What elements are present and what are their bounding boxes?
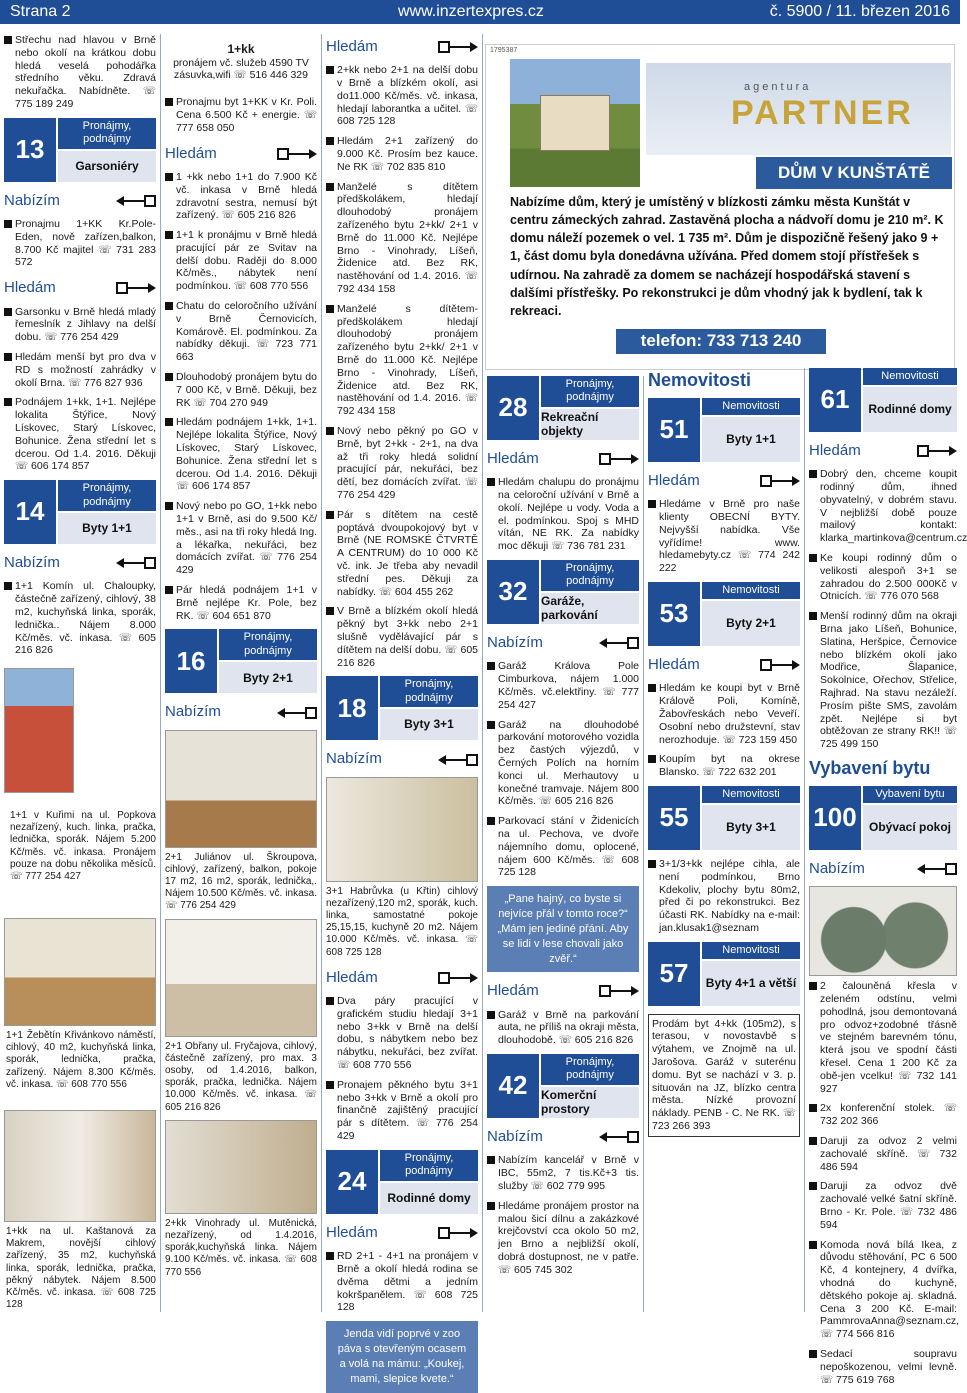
section-title: Byty 2+1: [219, 662, 317, 693]
heading-label: Hledám: [326, 1223, 378, 1241]
arrow-in-icon: [438, 1226, 478, 1240]
photo-ad-text-2: 1+1 Žebětín Křivánkovo náměstí, cihlový, 40 m2, kuchyňská linka, sporák, lednička, pračka, zařízený. Nájem 8.300 Kč/měs. vč. inkasa. ☏ 608 770 556: [6, 1030, 156, 1090]
section-title: Obývací pokoj: [863, 805, 957, 850]
arrow-in-icon: [599, 452, 639, 466]
heading-label: Nabízím: [165, 703, 221, 721]
arrow-out-icon: [599, 636, 639, 650]
section-61: [809, 368, 957, 432]
offer-heading: [4, 192, 156, 210]
bullet-icon: [648, 684, 656, 692]
section-number: 18: [326, 676, 378, 740]
section-18: [326, 676, 478, 740]
section-title: Byty 3+1: [702, 805, 800, 850]
bullet-icon: [809, 1241, 817, 1249]
section-category: Nemovitosti: [702, 786, 800, 803]
bullet-icon: [487, 721, 495, 729]
column-3: [326, 34, 478, 1385]
bullet-icon: [487, 817, 495, 825]
seek-heading: [326, 1224, 478, 1242]
ad-text: Garáž Králova Pole Cimburkova, nájem 1.000 Kč/měs. vč.elektřiny. ☏ 777 254 427: [498, 660, 639, 711]
heading-label: Nabízím: [4, 554, 60, 572]
bullet-icon: [809, 982, 817, 990]
ad: [487, 476, 639, 553]
photo-ad-text: 2+kk Vinohrady ul. Mutěnická, nezařízený, od 1.4.2016, sporák,kuchyňská linka. Nájem 9.100 Kč/měs. vč. inkasa. ☏ 608 770 556: [165, 1217, 317, 1278]
ad: [487, 1154, 639, 1192]
ad: [165, 371, 317, 409]
section-53: [648, 582, 800, 646]
section-number: 42: [487, 1054, 539, 1118]
ad: [809, 468, 967, 545]
column-divider: [321, 34, 322, 1312]
page-number: Strana 2: [10, 3, 71, 20]
bullet-icon: [326, 997, 334, 1005]
bullet-icon: [487, 1011, 495, 1019]
bullet-icon: [809, 554, 817, 562]
agency-name: PARTNER: [731, 94, 914, 132]
section-100: [809, 786, 957, 850]
page-header: [0, 0, 960, 24]
seek-heading: [648, 472, 800, 490]
offer-heading: [487, 634, 639, 652]
section-28: [487, 376, 639, 440]
heading-label: Hledám: [487, 982, 539, 1000]
photo-ad-text: 2+1 Juliánov ul. Škroupova, cihlový, zařízený, balkon, pokoje 17 m2, 16 m2, sporák, lednička,. Nájem 10.500 Kč/měs. vč. inkasa. ☏ 776 254 429: [165, 851, 317, 912]
offer-heading: [809, 860, 957, 878]
bullet-icon: [648, 860, 656, 868]
section-category: Pronájmy, podnájmy: [380, 676, 478, 707]
bullet-icon: [4, 353, 12, 361]
ad: [4, 218, 156, 269]
arrow-in-icon: [438, 40, 478, 54]
ad-text: 1+1 k pronájmu v Brně hledá pracující pár ze Svitav na delší dobu. Raději do 8.000 Kč/měs., nábytek není podmínkou. ☏ 608 770 556: [176, 229, 317, 293]
bullet-icon: [326, 427, 334, 435]
ad: [648, 858, 800, 935]
section-number: 28: [487, 376, 539, 440]
seek-heading: [326, 969, 478, 987]
ad: [809, 1135, 957, 1173]
ad: [809, 1348, 957, 1386]
section-32: [487, 560, 639, 624]
bullet-icon: [809, 1137, 817, 1145]
section-number: 57: [648, 942, 700, 1006]
ad: [165, 229, 317, 293]
bullet-icon: [487, 662, 495, 670]
section-number: 61: [809, 368, 861, 432]
bullet-icon: [165, 302, 173, 310]
arrow-in-icon: [760, 474, 800, 488]
bullet-icon: [487, 1156, 495, 1164]
ad: [487, 1200, 639, 1277]
section-title: Byty 2+1: [702, 601, 800, 646]
ad: [326, 509, 478, 599]
bullet-icon: [326, 511, 334, 519]
section-title: Rodinné domy: [863, 387, 957, 432]
ad-text: Hledáme pronájem prostor na malou šicí dílnu a zakázkové krejčovství cca okolo 50 m2, jen Brno a nejbližší okolí, dobrá dostupnost, ne v patře. ☏ 605 745 302: [498, 1199, 639, 1276]
ad-text: Hledám 2+1 zařízený do 9.000 Kč. Prosím bez kauce. Ne RK ☏ 702 835 810: [337, 135, 478, 173]
bullet-icon: [809, 470, 817, 478]
arrow-in-icon: [917, 444, 957, 458]
issue-date: č. 5900 / 11. březen 2016: [769, 3, 950, 20]
ad: [809, 552, 957, 603]
ad: [165, 500, 317, 577]
bullet-icon: [4, 398, 12, 406]
ad-text: Komoda nová bílá Ikea, z důvodu stěhování, PC 6 500 Kč, 4 kontejnery, 4 dvířka, vhodná do kuchyně, dětského pokoje aj. skladná. Cena 3 200 Kč. E-mail: PammrovaAnna@seznam.cz, ☏ 774 566 816: [820, 1238, 960, 1341]
bullet-icon: [326, 183, 334, 191]
joke-box: Jenda vidí poprvé v zoo páva s otevřeným ocasem a volá na mámu: „Koukej, mami, slepice kvete.“: [326, 1321, 478, 1392]
section-42: [487, 1054, 639, 1118]
section-title: Rodinné domy: [380, 1183, 478, 1214]
bullet-icon: [648, 500, 656, 508]
section-number: 100: [809, 786, 861, 850]
bullet-icon: [165, 98, 173, 106]
ad-text: Garsonku v Brně hledá mladý řemeslník z Jihlavy na delší dobu. ☏ 776 254 429: [15, 305, 156, 344]
ad-text: Garáž v Brně na parkování auta, ne příliš na okraji města, dlouhodobě. ☏ 605 216 826: [498, 1008, 639, 1047]
seek-heading: [648, 656, 800, 674]
bullet-icon: [809, 1182, 817, 1190]
ad: [4, 306, 156, 344]
ad-text: pronájem vč. služeb 4590 TV zásuvka,wifi ☏ 516 446 329: [173, 56, 309, 82]
arrow-in-icon: [277, 147, 317, 161]
ad-text: 3+1/3+kk nejlépe cihla, ale není podmínkou, Brno Kdekoliv, plochy bytu 80m2, před či po rekonstrukci. Bez účasti RK. Nabídky na e-mail: jan.klusak1@seznam: [659, 857, 800, 934]
heading-label: Hledám: [487, 450, 539, 467]
bullet-icon: [487, 1202, 495, 1210]
section-category: Pronájmy, podnájmy: [380, 1150, 478, 1181]
website[interactable]: www.inzertexpres.cz: [398, 3, 544, 20]
section-category: Pronájmy, podnájmy: [58, 480, 156, 511]
heading-label: Nabízím: [809, 859, 865, 877]
seek-heading: [487, 450, 639, 468]
offer-heading: [4, 554, 156, 572]
ad: [165, 584, 317, 622]
ad: [165, 416, 317, 493]
heading-label: Hledám: [648, 656, 700, 674]
bullet-icon: [326, 66, 334, 74]
heading-label: Hledám: [326, 968, 378, 986]
ad-text: Pronajem pěkného bytu 3+1 nebo 3+kk v Brně a okolí pro finančně zajištěný pracující pár s dítětem. ☏ 776 254 429: [337, 1078, 478, 1143]
seek-heading: [809, 442, 957, 460]
section-category: Nemovitosti: [702, 398, 800, 415]
seek-heading: [165, 145, 317, 163]
section-category: Pronájmy, podnájmy: [541, 560, 639, 591]
bullet-icon: [326, 1081, 334, 1089]
bullet-icon: [809, 1350, 817, 1358]
ad-code: 1795387: [490, 47, 518, 54]
offer-heading: [487, 1128, 639, 1146]
ad: [809, 1238, 960, 1341]
ad-text: 1+1 Komín ul. Chaloupky, částečně zařízený, cihlový, 38 m2, kuchyňská linka, sporák, lednička.. Nájem 8.000 Kč/měs. vč. inkasa. ☏ 605 216 826: [15, 580, 156, 657]
heading-label: Hledám: [165, 144, 217, 162]
photo-ad-text: 3+1 Habrůvka (u Křtin) cihlový nezařízený,120 m2, sporák, kuch. linka, samostatné pokoje 25,15,15, kuchyně 20 m2. Nájem 10.000 Kč/měs. vč. inkasa. ☏ 608 725 128: [326, 885, 478, 958]
section-category: Pronájmy, podnájmy: [58, 118, 156, 149]
heading-label: Nabízím: [487, 634, 543, 652]
column-2: [165, 34, 317, 1312]
heading-label: Nabízím: [326, 750, 382, 768]
ad-text: Daruji za odvoz dvě zachovalé velké šatní skříně. Brno - Kr. Pole. ☏ 732 486 594: [820, 1180, 957, 1231]
arrow-out-icon: [277, 706, 317, 720]
ad-text: 2x konferenční stolek. ☏ 732 202 366: [820, 1102, 957, 1128]
seek-heading: [487, 982, 639, 1000]
bullet-icon: [165, 502, 173, 510]
advert-title: DŮM V KUNŠTÁTĚ: [756, 157, 952, 189]
ad-text: Nový nebo pěkný po GO v Brně, byt 2+kk - 2+1, na dva až tři roky hledá solidní pracující pár, nekuřáci, bez dětí, bez domácích zvířat. ☏ 776 254 429: [337, 425, 478, 501]
section-number: 55: [648, 786, 700, 850]
ad-text: Garáž na dlouhodobé parkování motorového vozidla bez častých výjezdů, v Černých Polích na horním konci ul. Merhautovy u konečné tramvaje. Nájem 800 Kč/měs. ☏ 605 216 826: [498, 718, 639, 808]
bullet-icon: [165, 173, 173, 181]
ad: [487, 660, 639, 711]
agency-small: agentura: [744, 81, 812, 93]
ad-text: Ke koupi rodinný dům o velikosti alespoň 3+1 se zahradou do 2.500 000Kč v Otnicích. ☏ 776 070 568: [820, 552, 957, 603]
ad-text: RD 2+1 - 4+1 na pronájem v Brně a okolí hledá rodina se dvěma dětmi a jedním kokršpanělem. ☏ 608 725 128: [337, 1250, 478, 1314]
room-photo: [165, 730, 317, 848]
section-title: Komerční prostory: [541, 1087, 639, 1118]
photo-ad-text-1: 1+1 v Kuřimi na ul. Popkova nezařízený, kuch. linka, pračka, lednička, sporák. Nájem 5.200 Kč/měs. vč. inkasa. Pronájem pouze na dobu několika měsíců. ☏ 777 254 427: [10, 810, 156, 882]
ad-text: Menší rodinný dům na okraji Brna jako Líšeň, Bohunice, Slatina, Heršpice, Černovice nebo blízkém okolí jako Modřice, Šlapanice, Sokolnice, Ořechov, Střelice, Rajhrad. Na stavu nezáleží. Prosím pište SMS, zavolám zpět. Nejlépe si byt obtěžovan ze strany RK!! ☏ 725 499 150: [820, 610, 957, 751]
ad-text: 2 čalouněná křesla v zeleném odstínu, velmi pohodlná, jsou demontovaná pro odvoz+zodobné třásně ve stejném barevném tónu, která jsou ve spodní části křesel. Cena 1 200 Kč za obě-jen vcelku! ☏ 732 141 927: [820, 980, 957, 1095]
section-category: Vybavení bytu: [863, 786, 957, 803]
ad: [326, 181, 478, 296]
ad: [487, 1009, 639, 1047]
section-number: 51: [648, 398, 700, 462]
section-number: 53: [648, 582, 700, 646]
ad: [4, 580, 156, 657]
arrow-out-icon: [438, 753, 478, 767]
section-title: Byty 4+1 a větší: [702, 961, 800, 1006]
ad-text: Nový nebo po GO, 1+kk nebo 1+1 v Brně, asi do 9.500 Kč/ měs., asi na tři roky hledá Ing. a lékařka, nekuřáci, bez domácích zvířat. ☏ 776 254 429: [176, 500, 317, 577]
photo-ad-row: [4, 797, 156, 805]
ad: [326, 995, 478, 1072]
heading-label: Nabízím: [487, 1128, 543, 1146]
ad: [487, 719, 639, 809]
ad-text: Koupím byt na okrese Blansko. ☏ 722 632 201: [659, 753, 800, 779]
category-title: Vybavení bytu: [809, 758, 931, 779]
arrow-out-icon: [917, 862, 957, 876]
photo-ad-text-3: 1+kk na ul. Kaštanová za Makrem, novější cihlový zařízený, 35 m2, kuchyňská linka, sporák, lednička, pračka, pěkný nábytek. Nájem 8.500 Kč/měs. vč. inkasa. ☏ 608 725 128: [6, 1226, 156, 1311]
ad: [809, 1180, 957, 1231]
ad-text: Chatu do celoročního užívání v Brně Černovicích, Komárově. El. podmínkou. Za nabídky děkuji. ☏ 723 771 663: [176, 300, 317, 364]
ad-text: Sedací soupravu nepoškozenou, velmi levně. ☏ 775 619 768: [820, 1348, 957, 1386]
bullet-icon: [165, 373, 173, 381]
partner-advert: [485, 44, 955, 370]
boxed-ad: Prodám byt 4+kk (105m2), s terasou, v novostavbě s výtahem, ve Znojmě na ul. Jarošova. Garáž v suterénu domu. Byt se nachází v 3. p. situován na JZ, blízko centra města. Nízké provozní náklady. PENB - C. Ne RK. ☏ 723 266 393: [648, 1014, 800, 1137]
armchairs-photo: [809, 886, 957, 976]
house-photo: [510, 59, 640, 187]
bullet-icon: [4, 220, 12, 228]
ad-text: Hledám ke koupi byt v Brně Králově Poli, Komíně, Žabovřeskách nebo Veveří. Osobní nebo družstevní, stav nerozhoduje. ☏ 723 159 450: [659, 682, 800, 746]
bullet-icon: [326, 137, 334, 145]
ad: [326, 605, 478, 669]
seek-heading: [4, 279, 156, 297]
ad-text: Pár hledá podnájem 1+1 v Brně nejlépe Kr. Pole, bez RK. ☏ 604 651 870: [176, 584, 317, 622]
house-shape: [540, 95, 610, 151]
section-category: Nemovitosti: [702, 942, 800, 959]
ad: [4, 396, 156, 473]
section-51: [648, 398, 800, 462]
ad-text: Manželé s dítětem předškolákem, hledají dlouhodobý pronájem zařízeného bytu 2+kk/ 2+1 v Brně do 11.000 Kč. Nejlépe Brno - Vinohrady, Líšeň, Židenice atd. Bez RK, nastěhování od 1.4. 2016. ☏ 792 434 158: [337, 180, 478, 296]
section-title: Byty 1+1: [58, 513, 156, 544]
column-divider: [804, 368, 805, 1312]
ad-text: Daruji za odvoz 2 velmi zachovalé skříně. ☏ 732 486 594: [820, 1135, 957, 1173]
joke-box: „Pane hajný, co byste si nejvíce přál v tomto roce?“ „Mám jen jediné přání. Aby se lidi v lese chovali jako zvěř.“: [487, 886, 639, 972]
ad-text: Hledám podnájem 1+kk, 1+1. Nejlépe lokalita Štýřice, Nový Lískovec, Starý Lískovec, Bohunice. Žena střední let s dcerou. Od 1.4. 2016. Děkuji ☏ 606 174 857: [176, 416, 317, 493]
bullet-icon: [648, 755, 656, 763]
ad-text: Hledám chalupu do pronájmu na celoroční užívání v Brně a okolí. Nejlépe u vody. Voda a el. podmínkou. Spoj s MHD vítán, NE RK. Za nabídky moc děkuji ☏ 736 781 231: [498, 476, 639, 553]
section-title: Rekreační objekty: [541, 409, 639, 440]
section-13: [4, 118, 156, 182]
seek-heading: [326, 38, 478, 56]
ad: [809, 610, 957, 751]
ad-text: 2+kk nebo 2+1 na delší dobu v Brně a blízkém okolí, asi do11.000 Kč/měs. vč. inkasa, hledají laborantka a učitel. ☏ 608 725 128: [337, 64, 478, 128]
section-24: [326, 1150, 478, 1214]
arrow-out-icon: [599, 1130, 639, 1144]
ad: [4, 34, 156, 111]
section-title: Byty 1+1: [702, 417, 800, 462]
column-divider: [160, 34, 161, 1312]
arrow-out-icon: [116, 194, 156, 208]
section-category: Pronájmy, podnájmy: [541, 376, 639, 407]
ad-text: 1 +kk nebo 1+1 do 7.900 Kč vč. inkasa v Brně hledá zdravotní sestra, nemusí být zařízený. ☏ 605 216 826: [176, 170, 317, 222]
bullet-icon: [165, 418, 173, 426]
bullet-icon: [809, 612, 817, 620]
room-photo: [4, 918, 156, 1026]
arrow-in-icon: [599, 984, 639, 998]
heading-label: Hledám: [809, 442, 861, 459]
bullet-icon: [326, 305, 334, 313]
column-6: [809, 368, 967, 1386]
section-14: [4, 480, 156, 544]
ad-text: Podnájem 1+kk, 1+1. Nejlépe lokalita Štýřice, Nový Lískovec, Starý Lískovec, Bohunice. Žena střední let s dcerou. Od 1.4. 2016. Děkuji ☏ 606 174 857: [15, 396, 156, 473]
ad-text: Hledám menší byt pro dva v RD s možností zahrádky v okolí Brna. ☏ 776 827 936: [15, 350, 156, 389]
bullet-icon: [487, 478, 495, 486]
building-photo: [4, 668, 74, 793]
ad: [165, 171, 317, 222]
ad-text: Dobrý den, chceme koupit rodinný dům, ihned obyvatelný, v dobrém stavu. V nejbližší době pouze mailový kontakt: klarka_martinkova@centrum.cz: [820, 468, 967, 545]
bullet-icon: [326, 607, 334, 615]
ad: [487, 815, 639, 879]
ad: [326, 64, 478, 128]
section-57: [648, 942, 800, 1006]
section-category: Nemovitosti: [702, 582, 800, 599]
bullet-icon: [4, 36, 12, 44]
kitchen-photo: [4, 1110, 156, 1222]
ad: [326, 303, 478, 418]
heading-label: Nabízím: [4, 191, 60, 209]
ad-text: Hledáme v Brně pro naše klienty OBECNÍ BYTY. Nejvyšší nabídka. Vše vyřídíme! www. hledamebyty.cz ☏ 774 242 222: [659, 498, 800, 575]
arrow-in-icon: [760, 658, 800, 672]
bullet-icon: [326, 1252, 334, 1260]
section-title: Garsoniéry: [58, 151, 156, 182]
bullet-icon: [4, 308, 12, 316]
ad: [809, 1102, 957, 1128]
heading-label: Hledám: [326, 38, 378, 55]
section-number: 16: [165, 629, 217, 693]
arrow-in-icon: [116, 281, 156, 295]
ad: [4, 351, 156, 389]
section-16: [165, 629, 317, 693]
bullet-icon: [165, 586, 173, 594]
offer-heading: [326, 750, 478, 768]
heading-label: Hledám: [648, 471, 700, 489]
photo-ad-text: 2+1 Obřany ul. Fryčajova, cihlový, částečně zařízený, pro max. 3 osoby, od 1.4.2016, balkon, sporák, pračka, lednička. Nájem 10.000 Kč/měs. vč. inkasa. ☏ 605 216 826: [165, 1040, 317, 1113]
arrow-out-icon: [116, 556, 156, 570]
ad-title: 1+kk: [227, 42, 255, 56]
section-number: 14: [4, 480, 56, 544]
category-title: Nemovitosti: [648, 370, 752, 390]
ad-text: Pronajmu byt 1+KK v Kr. Poli. Cena 6.500 Kč + energie. ☏ 777 658 050: [176, 96, 317, 134]
bullet-icon: [809, 1104, 817, 1112]
photo-ad-block: [4, 664, 156, 797]
column-divider: [482, 34, 483, 1312]
ad-text: Pár s dítětem na cestě poptává dvoupokojový byt v Brně (NE ROMSKÉ ČTVRTĚ A CENTRUM) do 10 000 Kč vč. ink. Je třeba aby nevadil střední pes. Děkuji za nabídky. ☏ 604 455 262: [337, 508, 478, 598]
bullet-icon: [4, 582, 12, 590]
ad: [326, 425, 478, 502]
section-title: Garáže, parkování: [541, 593, 639, 624]
ad-text: Dlouhodobý pronájem bytu do 7 000 Kč, v Brně. Děkuji, bez RK ☏ 704 270 949: [176, 371, 317, 409]
ad: [326, 1079, 478, 1143]
section-number: 24: [326, 1150, 378, 1214]
section-number: 13: [4, 118, 56, 182]
section-title: Byty 3+1: [380, 709, 478, 740]
room-photo: [165, 919, 317, 1037]
arrow-in-icon: [438, 971, 478, 985]
section-category: Nemovitosti: [863, 368, 957, 385]
ad: [648, 682, 800, 746]
ad-text: Střechu nad hlavou v Brně nebo okolí na krátkou dobu hledá veselá pohodářka středního věku. Zdravá nekuřačka. Nabídněte. ☏ 775 189 249: [15, 34, 156, 110]
ad-text: Manželé s dítětem-předškolákem hledají dlouhodobý pronájem zařízeného bytu 2+kk/ 2+1 v Brně do 11.000 Kč. Nejlépe Brno - Vinohrady, Líšeň, Židenice atd. Bez RK, nastěhování od 1.4. 2016. ☏ 792 434 158: [337, 302, 478, 418]
ad: [809, 980, 957, 1095]
column-5: [648, 368, 800, 1312]
ad-text: Parkovací stání v Židenicích na ul. Pechova, ve dvoře nájemního domu, oplocené, nájem 600 Kč/měs. ☏ 608 725 128: [498, 815, 639, 879]
ad-text: Pronajmu 1+KK Kr.Pole-Eden, nově zařízen,balkon, 8.700 Kč majitel ☏ 731 283 572: [15, 218, 156, 269]
ad: [648, 498, 800, 575]
ad: [165, 96, 317, 134]
offer-heading: [165, 703, 317, 721]
kitchen-photo: [165, 1120, 317, 1214]
ad-text: Nabízím kancelář v Brně v IBC, 55m2, 7 tis.Kč+3 tis. služby ☏ 602 779 995: [498, 1154, 639, 1192]
ad-text: Dva páry pracující v grafickém studiu hledají 3+1 nebo 3+kk v Brně na delší dobu, s nábytkem nebo bez nábytku, nekuřáci, bez zvířat. ☏ 608 770 556: [337, 995, 478, 1072]
section-category: Pronájmy, podnájmy: [219, 629, 317, 660]
advert-phone[interactable]: telefon: 733 713 240: [616, 329, 826, 354]
ad-text: V Brně a blízkém okolí hledá pěkný byt 3+kk nebo 2+1 slušně vydělávající pár s dítětem na delší dobu. ☏ 605 216 826: [337, 605, 478, 669]
section-category: Pronájmy, podnájmy: [541, 1054, 639, 1085]
section-number: 32: [487, 560, 539, 624]
advert-text: Nabízíme dům, který je umístěný v blízkosti zámku města Kunštát v centru zámeckých zahrad. Zastavěná plocha a nádvoří domu je 210 m². K domu náleží pozemek o vel. 1 735 m². Dům je dispozičně řešený jako 9 + 1, část domu byla donedávna užívána. Před domem stojí přístřešek s udírnou. Na zahradě za domem se nacházejí hospodářská stavení s dalšími přístřešky. Po rekonstrukci je dům vhodný jak k bydlení, tak k rekreaci.: [510, 195, 944, 318]
ad: [648, 753, 800, 779]
ad: [326, 135, 478, 173]
section-55: [648, 786, 800, 850]
column-divider: [643, 376, 644, 1312]
kitchen-photo: [326, 777, 478, 882]
ad: [165, 300, 317, 364]
heading-label: Hledám: [4, 279, 56, 297]
column-4: [487, 376, 639, 1312]
ad: [326, 1250, 478, 1314]
bullet-icon: [165, 231, 173, 239]
